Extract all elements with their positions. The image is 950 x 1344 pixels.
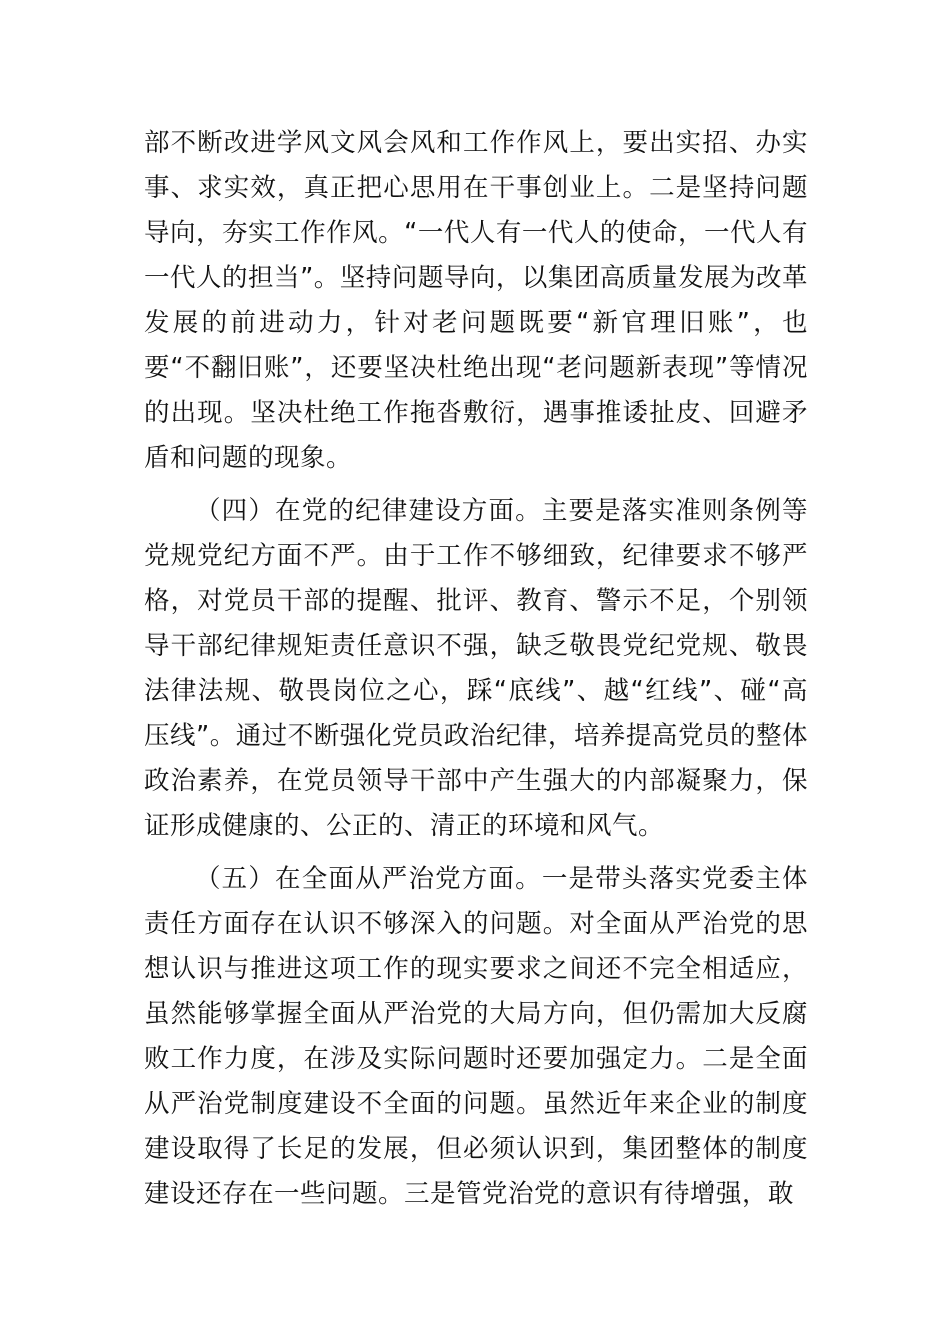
- paragraph-section-four: （四）在党的纪律建设方面。主要是落实准则条例等党规党纪方面不严。由于工作不够细致，纪律要求不够严格，对党员干部的提醒、批评、教育、警示不足，个别领导干部纪律规矩责任意识不强，缺乏敬畏党纪党规、敬畏法律法规、敬畏岗位之心，踩“底线”、越“红线”、碰“高压线”。通过不断强化党员政治纪律，培养提高党员的整体政治素养，在党员领导干部中产生强大的内部凝聚力，保证形成健康的、公正的、清正的环境和风气。: [144, 496, 808, 841]
- paragraph-section-five: （五）在全面从严治党方面。一是带头落实党委主体责任方面存在认识不够深入的问题。对全面从严治党的思想认识与推进这项工作的现实要求之间还不完全相适应，虽然能够掌握全面从严治党的大局方向，但仍需加大反腐败工作力度，在涉及实际问题时还要加强定力。二是全面从严治党制度建设不全面的问题。虽然近年来企业的制度建设取得了长足的发展，但必须认识到，集团整体的制度建设还存在一些问题。三是管党治党的意识有待增强，敢: [144, 864, 808, 1209]
- paragraph-continued: 部不断改进学风文风会风和工作作风上，要出实招、办实事、求实效，真正把心思用在干事创业上。二是坚持问题导向，夯实工作作风。“一代人有一代人的使命，一代人有一代人的担当”。坚持问题导向，以集团高质量发展为改革发展的前进动力，针对老问题既要“新官理旧账”，也要“不翻旧账”，还要坚决杜绝出现“老问题新表现”等情况的出现。坚决杜绝工作拖沓敷衍，遇事推诿扯皮、回避矛盾和问题的现象。: [144, 128, 808, 473]
- document-body: [144, 121, 808, 1217]
